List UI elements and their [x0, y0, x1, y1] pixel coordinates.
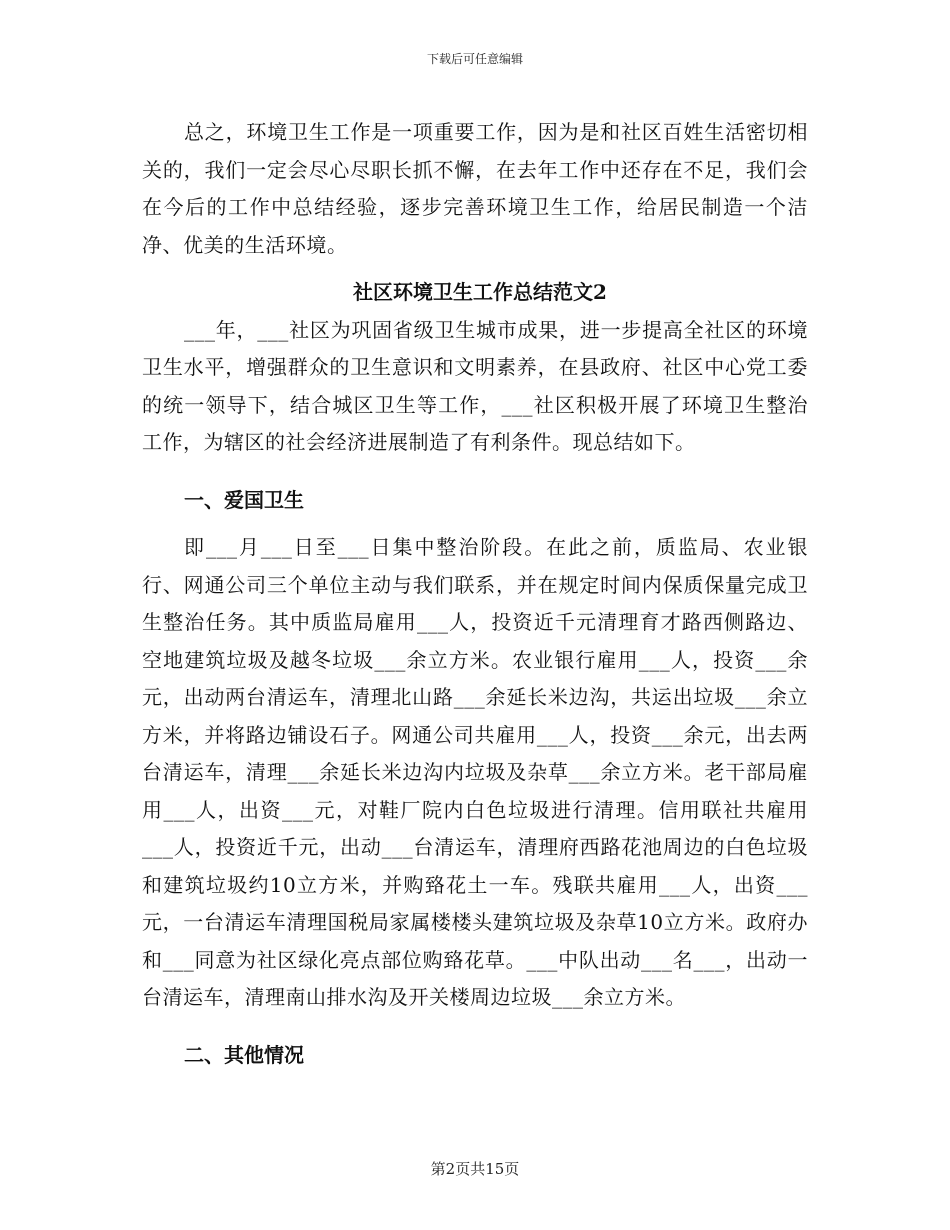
page-header: 下载后可任意编辑: [426, 52, 523, 66]
section-heading-2: 二、其他情况: [184, 1042, 304, 1067]
paragraph-2: 即___月___日至___日集中整治阶段。在此之前，质监局、农业银行、网通公司三个单位主动与我们联系，并在规定时间内保质保量完成卫生整治任务。其中质监局雇用___人，投资近千元清理育才路西侧路边、空地建筑垃圾及越冬垃圾___余立方米。农业银行雇用___人，投资___余元，出动两台清运车，清理北山路___余延长米边沟，共运出垃圾___余立方米，并将路边铺设石子。网通公司共雇用___人，投资___余元，出去两台清运车，清理___余延长米边沟内垃圾及杂草___余立方米。老干部局雇用___人，出资___元，对鞋厂院内白色垃圾进行清理。信用联社共雇用___人，投资近千元，出动___台清运车，清理府西路花池周边的白色垃圾和建筑垃圾约10立方米，并购臵花土一车。残联共雇用___人，出资___元，一台清运车清理国税局家属楼楼头建筑垃圾及杂草10立方米。政府办和___同意为社区绿化亮点部位购臵花草。___中队出动___名___，出动一台清运车，清理南山排水沟及开关楼周边垃圾___余立方米。: [142, 535, 808, 1009]
article-title: 社区环境卫生工作总结范文2: [353, 280, 607, 304]
paragraph-1: ___年，___社区为巩固省级卫生城市成果，进一步提高全社区的环境卫生水平，增强群众的卫生意识和文明素养，在县政府、社区中心党工委的统一领导下，结合城区卫生等工作，___社区积极开展了环境卫生整治工作，为辖区的社会经济进展制造了有利条件。现总结如下。: [142, 317, 808, 454]
page-footer: 第2页共15页: [430, 1160, 520, 1178]
document-body: [142, 114, 808, 1074]
intro-paragraph: 总之，环境卫生工作是一项重要工作，因为是和社区百姓生活密切相关的，我们一定会尽心尽职长抓不懈，在去年工作中还存在不足，我们会在今后的工作中总结经验，逐步完善环境卫生工作，给居民制造一个洁净、优美的生活环境。: [142, 120, 808, 257]
section-heading-1: 一、爱国卫生: [184, 487, 304, 512]
